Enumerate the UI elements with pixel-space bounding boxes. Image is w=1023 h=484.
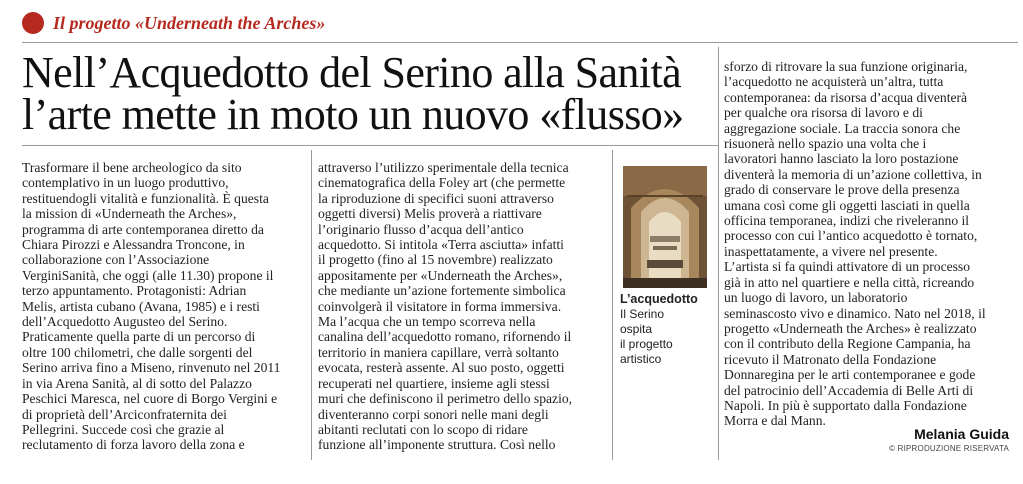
- text-line: Pellegrini. Succede così che grazie al: [22, 421, 225, 437]
- text-line: Trasformare il bene archeologico da sito: [22, 160, 242, 175]
- text-line: acquedotto. Si intitola «Terra asciutta» infatti: [318, 237, 564, 253]
- text-line: sforzo di ritrovare la sua funzione originaria,: [724, 59, 968, 74]
- column-divider-3: [718, 47, 719, 460]
- section-kicker: [22, 12, 325, 34]
- text-line: che mediante un’azione fortemente simbolica: [318, 283, 566, 299]
- text-line: Donnaregina per le arti contemporanee e gode: [724, 367, 976, 383]
- text-line: L’artista si fa quindi attivatore di un processo: [724, 259, 971, 275]
- text-line: per qualche ora risorsa di lavoro e di: [724, 105, 923, 121]
- text-line: VerginiSanità, che oggi (alle 11.30) propone il: [22, 267, 274, 283]
- top-rule: [22, 42, 1018, 43]
- text-line: oltre 100 chilometri, che dalle sorgenti del: [22, 344, 253, 360]
- headline-line-1: Nell’Acquedotto del Serino alla Sanità: [22, 48, 682, 97]
- text-line: seminascosto vivo e dinamico. Nato nel 2018, il: [724, 305, 986, 321]
- body-column-3: [724, 59, 1016, 429]
- text-line: la riproduzione di specifici suoni attraverso: [318, 190, 554, 206]
- text-line: grado di conservare le prove della presenza: [724, 182, 960, 198]
- kicker-text: Il progetto «Underneath the Arches»: [53, 12, 326, 33]
- text-line: lavoratori hanno lasciato la loro postazione: [724, 151, 959, 167]
- text-line: Praticamente quella parte di un percorso di: [22, 329, 256, 345]
- headline-rule: [22, 145, 718, 146]
- column-divider-2: [612, 150, 613, 460]
- text-line: terzo appuntamento. Protagonisti: Adrian: [22, 283, 247, 299]
- text-line: recuperati nel quartiere, insieme agli stessi: [318, 375, 550, 391]
- text-line: l’originario flusso d’acqua dell’antico: [318, 221, 524, 237]
- text-line: inaspettatamente, a vivere nel presente.: [724, 243, 938, 259]
- text-line: Peschici Maresca, nel cuore di Borgo Vergini e: [22, 391, 278, 407]
- text-line: il progetto (fino al 15 novembre) realizzato: [318, 252, 553, 268]
- text-line: collaborazione con l’Associazione: [22, 252, 210, 268]
- text-line: progetto «Underneath the Arches» è realizzato: [724, 320, 977, 336]
- photo-caption: [620, 292, 712, 367]
- caption-text: Il Serino ospita il progetto artistico: [620, 307, 673, 366]
- body-column-2: [318, 160, 608, 453]
- text-line: Napoli. In più è supportato dalla Fondazione: [724, 397, 967, 413]
- text-line: attraverso l’utilizzo sperimentale della tecnica: [318, 160, 569, 175]
- text-line: diventeranno corpi sonori nelle mani degli: [318, 406, 549, 422]
- text-line: diventerà la memoria di un’azione collettiva, in: [724, 166, 982, 182]
- text-line: dell’Acquedotto Augusteo del Serino.: [22, 314, 228, 330]
- text-line: canalina dell’acquedotto romano, rifornendo il: [318, 329, 572, 345]
- text-line: evocata, resterà assente. Al suo posto, oggetti: [318, 360, 565, 376]
- text-line: l’acquedotto ne acquisterà un’altra, tutta: [724, 74, 944, 90]
- text-line: Morra e dal Mann.: [724, 413, 826, 429]
- text-line: Ma l’acqua che un tempo scorreva nella: [318, 314, 536, 330]
- text-line: aggregazione sociale. La traccia sonora che: [724, 120, 961, 136]
- text-line: ricevuto il Matronato della Fondazione: [724, 351, 937, 367]
- headline-line-2: l’arte mette in moto un nuovo «flusso»: [22, 90, 684, 139]
- text-line: contemplativo in un luogo produttivo,: [22, 175, 229, 191]
- column-divider-1: [311, 150, 312, 460]
- aqueduct-photo: [623, 166, 707, 288]
- caption-title: L’acquedotto: [620, 292, 698, 306]
- byline: [889, 426, 1009, 453]
- text-line: abitanti reclutati con lo scopo di ridare: [318, 421, 528, 437]
- text-line: programma di arte contemporanea diretto da: [22, 221, 264, 237]
- text-line: un luogo di lavoro, un laboratorio: [724, 290, 908, 306]
- author-name: Melania Guida: [914, 426, 1009, 442]
- text-line: processo con cui l’antico acquedotto è tornato,: [724, 228, 978, 244]
- text-line: Melis, artista cubano (Avana, 1985) e i resti: [22, 298, 260, 314]
- text-line: officina temporanea, indizi che riveleranno il: [724, 213, 970, 229]
- copyright-notice: © RIPRODUZIONE RISERVATA: [889, 444, 1009, 453]
- text-line: territorio in maniera capillare, verrà soltanto: [318, 344, 559, 360]
- text-line: Chiara Pirozzi e Alessandra Troncone, in: [22, 237, 245, 253]
- text-line: coinvolgerà il visitatore in forma immersiva.: [318, 298, 562, 314]
- text-line: oggetti diversi) Melis proverà a riattivare: [318, 206, 542, 222]
- text-line: contemporanea: da risorsa d’acqua diventerà: [724, 89, 968, 105]
- red-bullet-icon: [22, 12, 44, 34]
- text-line: in via Arena Sanità, al di sotto del Palazzo: [22, 375, 252, 391]
- text-line: con il contributo della Regione Campania, ha: [724, 336, 971, 352]
- text-line: la mission di «Underneath the Arches»,: [22, 206, 237, 222]
- text-line: restituendogli vitalità e funzionalità. È questa: [22, 190, 269, 206]
- text-line: di proprietà dell’Arciconfraternita dei: [22, 406, 227, 422]
- text-line: del patrocinio dell’Accademia di Belle Arti di: [724, 382, 974, 398]
- text-line: risuonerà nello spazio una volta che i: [724, 136, 927, 152]
- text-line: cinematografica della Foley art (che permette: [318, 175, 566, 191]
- text-line: già in atto nel quartiere e nella città, ricreando: [724, 274, 975, 290]
- text-line: reclutamento di forza lavoro della zona e: [22, 437, 245, 453]
- text-line: Serino arriva fino a Miseno, rinvenuto nel 2011: [22, 360, 281, 376]
- text-line: funzione all’imponente struttura. Così nello: [318, 437, 556, 453]
- headline: [22, 48, 712, 139]
- body-column-1: [22, 160, 306, 453]
- text-line: appositamente per «Underneath the Arches»,: [318, 267, 563, 283]
- text-line: muri che definiscono il perimetro dello spazio,: [318, 391, 573, 407]
- text-line: umana così come gli oggetti lasciati in quella: [724, 197, 970, 213]
